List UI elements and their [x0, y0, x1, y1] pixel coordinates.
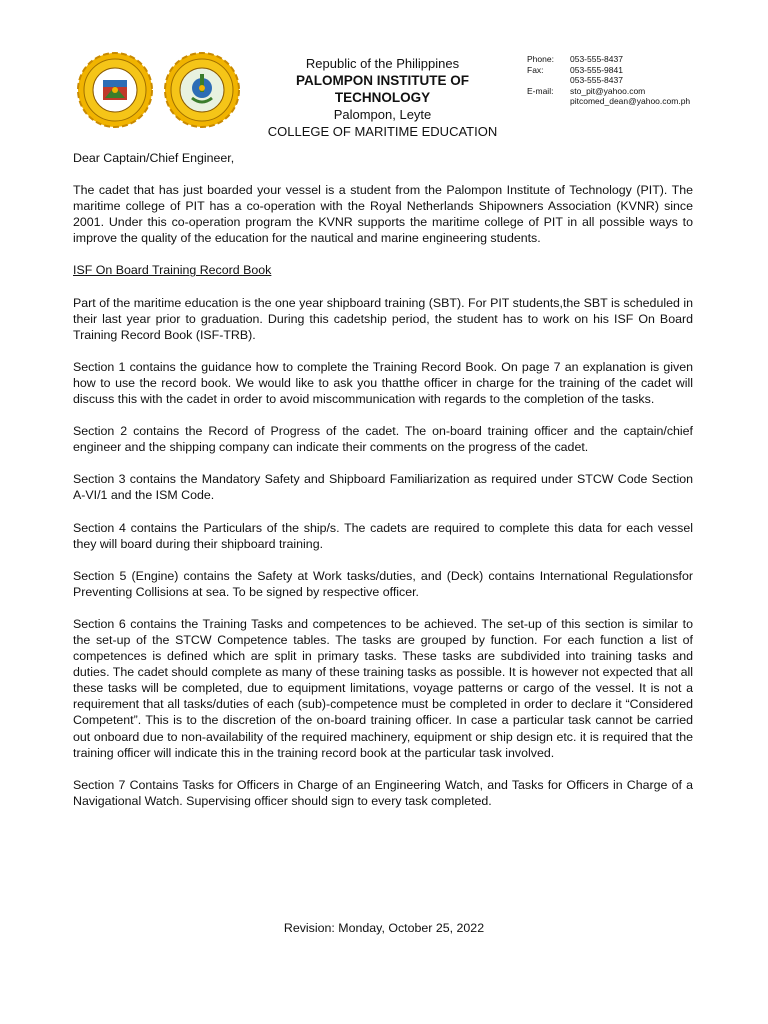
- phone-value: 053-555-8437: [570, 54, 623, 64]
- section-4-paragraph: Section 4 contains the Particulars of the ship/s. The cadets are required to complete this data for each vessel they will board during their shipboard training.: [73, 520, 693, 551]
- maritime-college-seal-logo: [162, 50, 242, 130]
- salutation: Dear Captain/Chief Engineer,: [73, 151, 235, 165]
- revision-footer: Revision: Monday, October 25, 2022: [283, 921, 485, 935]
- phone-label: Phone:: [527, 54, 554, 64]
- section-3-paragraph: Section 3 contains the Mandatory Safety and Shipboard Familiarization as required under STCW Code Section A-VI/1 and the ISM Code.: [73, 472, 693, 503]
- letterhead: [255, 55, 510, 140]
- section-heading: ISF On Board Training Record Book: [73, 263, 272, 278]
- email-value-2: pitcomed_dean@yahoo.com.ph: [570, 96, 691, 106]
- college-name: COLLEGE OF MARITIME EDUCATION: [267, 124, 498, 139]
- section-6-paragraph: Section 6 contains the Training Tasks and competences to be achieved. The set-up of this section is similar to the set-up of the STCW Competence tables. The tasks are grouped by function. For each function a list of competences is defined which are split in primary tasks. These tasks are subdivided into training tasks and duties. The cadet should complete as many of these training tasks as possible. It is however not expected that all these tasks will be completed, due to equipment limitations, voyage patterns or cargo of the vessel. It is not a requirement that all tasks/duties of each (sub)-competence must be completed in order to declare it “Considered Competent”. This is to the discretion of the on-board training officer. In case a particular task cannot be carried out onboard due to non-availability of the required machinery, equipment or ship design etc. it is required that the training officer will indicate this in the training record book at the particular task involved.: [73, 616, 693, 760]
- sbt-paragraph: Part of the maritime education is the one year shipboard training (SBT). For PIT students,the SBT is scheduled in their last year prior to graduation. During this cadetship period, the student has to work on his ISF On Board Training Record Book (ISF-TRB).: [73, 295, 693, 342]
- email-label: E-mail:: [527, 85, 554, 96]
- intro-paragraph: The cadet that has just boarded your vessel is a student from the Palompon Institute of Technology (PIT). The maritime college of PIT has a co-operation with the Royal Netherlands Shipowners Association (KVNR) since 2001. Under this co-operation program the KVNR supports the maritime college of PIT in all possible ways to improve the quality of the education for the nautical and marine engineering students.: [73, 183, 693, 246]
- email-value-1: sto_pit@yahoo.com: [570, 85, 646, 96]
- letter-body: [73, 150, 693, 825]
- fax-value: 053-555-9841: [570, 64, 623, 75]
- pit-seal-logo: [75, 50, 155, 130]
- section-7-paragraph: Section 7 Contains Tasks for Officers in Charge of an Engineering Watch, and Tasks for Officers in Charge of a Navigational Watch. Supervising officer should sign to every task completed.: [73, 777, 693, 808]
- extra-phone-value: 053-555-8437: [570, 75, 623, 85]
- location-line: Palompon, Leyte: [333, 107, 432, 122]
- section-2-paragraph: Section 2 contains the Record of Progress of the cadet. The on-board training officer and the captain/chief engineer and the shipping company can indicate their comments on the progress of the cadet.: [73, 424, 693, 455]
- section-5-paragraph: Section 5 (Engine) contains the Safety at Work tasks/duties, and (Deck) contains International Regulationsfor Preventing Collisions at sea. To be signed by respective officer.: [73, 568, 693, 599]
- institute-name: PALOMPON INSTITUTE OF TECHNOLOGY: [296, 73, 469, 105]
- section-1-paragraph: Section 1 contains the guidance how to complete the Training Record Book. On page 7 an explanation is given how to use the record book. We would like to ask you thatthe officer in charge for the training of the cadet will discuss this with the cadet in order to avoid miscommunication with regards to the completion of the tasks.: [73, 359, 693, 407]
- republic-line: Republic of the Philippines: [305, 56, 460, 71]
- fax-label: Fax:: [527, 64, 544, 75]
- contact-block: [527, 54, 692, 107]
